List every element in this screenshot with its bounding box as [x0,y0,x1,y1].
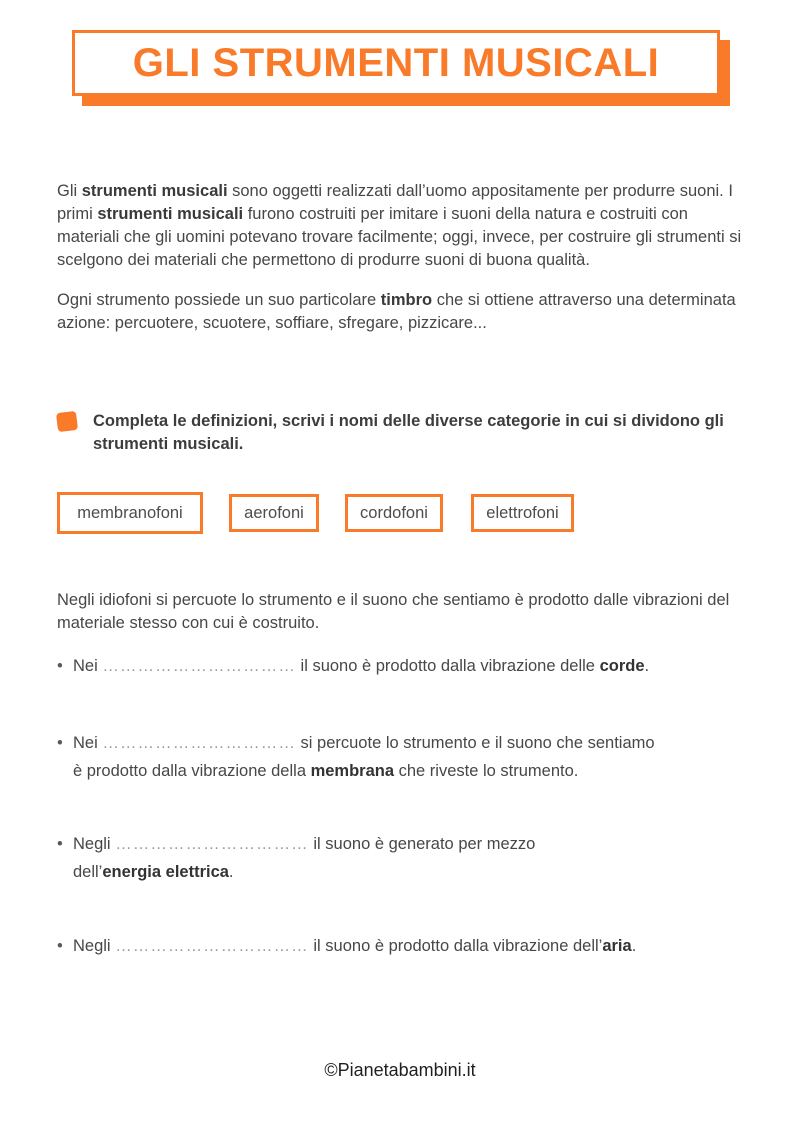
instruction-row [57,410,747,456]
emphasis-text: energia elettrica [102,863,229,881]
body-text: Ogni strumento possiede un suo particolare [57,290,381,309]
word-box-label: aerofoni [244,503,304,522]
page-title: GLI STRUMENTI MUSICALI [132,41,660,85]
footer-credit: ©Pianetabambini.it [324,1060,476,1080]
title-banner-box [72,30,720,96]
word-box-membranofoni[interactable] [57,492,203,534]
emphasis-text: strumenti musicali [81,181,228,200]
answer-blank[interactable]: …………………………… [115,937,309,955]
body-text: . [228,863,234,881]
answer-blank[interactable]: …………………………… [102,734,296,752]
emphasis-text: timbro [380,290,433,309]
body-text: il suono è generato per mezzo [308,835,536,853]
exercise-item-corde[interactable] [57,652,747,680]
body-text: che riveste lo strumento. [394,762,579,780]
body-text: il suono è prodotto dalla vibrazione delle [295,657,600,675]
idiofoni-paragraph [57,589,747,635]
answer-blank[interactable]: …………………………… [115,835,309,853]
exercise-line [57,734,655,752]
emphasis-text: corde [599,657,645,675]
intro-paragraph [57,180,747,272]
orange-square-marker-icon [56,411,78,432]
word-box-aerofoni[interactable] [229,494,319,532]
word-box-elettrofoni[interactable] [471,494,574,532]
body-text: Negli [73,937,116,955]
body-text: si percuote lo strumento e il suono che sentiamo [295,734,655,752]
body-text: Nei [73,734,103,752]
body-text: Gli [57,181,82,200]
page-title-banner [72,30,720,96]
exercise-line [57,858,747,886]
instruction-text: Completa le definizioni, scrivi i nomi delle diverse categorie in cui si dividono gli strumenti musicali. [93,412,724,453]
emphasis-text: strumenti musicali [97,204,244,223]
bullet-dot-icon: • [57,657,63,675]
bullet-dot-icon: • [57,835,63,853]
emphasis-text: membrana [310,762,395,780]
body-text: è prodotto dalla vibrazione della [73,762,311,780]
body-text: dell’ [73,863,103,881]
exercise-line [57,937,636,955]
exercise-line [57,757,747,785]
exercise-item-energia-elettrica[interactable] [57,830,747,886]
timbro-paragraph [57,289,747,335]
body-text: furono costruiti per imitare i suoni della natura e costruiti con materiali che gli uomini potevano trovare facilmente; oggi, invece, per costruire gli strumenti si scelgono dei materiali che permettono di produrre suoni di buona qualità. [57,204,742,269]
word-box-cordofoni[interactable] [345,494,443,532]
body-text: . [644,657,650,675]
word-box-label: membranofoni [77,503,183,522]
word-box-label: elettrofoni [486,503,559,522]
exercise-line [57,657,649,675]
body-text: Negli [73,835,116,853]
exercise-line [57,835,535,853]
answer-blank[interactable]: …………………………… [102,657,296,675]
emphasis-text: aria [602,937,632,955]
exercise-item-aria[interactable] [57,932,747,960]
body-text: Negli idiofoni si percuote lo strumento e il suono che sentiamo è prodotto dalle vibrazioni del materiale stesso con cui è costruito. [57,590,730,632]
bullet-dot-icon: • [57,937,63,955]
word-box-label: cordofoni [360,503,428,522]
body-text: il suono è prodotto dalla vibrazione dell’ [308,937,603,955]
body-text: che si ottiene attraverso una determinata azione: percuotere, scuotere, soffiare, sfregare, pizzicare... [57,290,736,332]
body-text: sono oggetti realizzati dall’uomo appositamente per produrre suoni. I primi [57,181,733,223]
exercise-item-membrana[interactable] [57,729,747,785]
body-text: Nei [73,657,103,675]
body-text: . [631,937,637,955]
bullet-dot-icon: • [57,734,63,752]
